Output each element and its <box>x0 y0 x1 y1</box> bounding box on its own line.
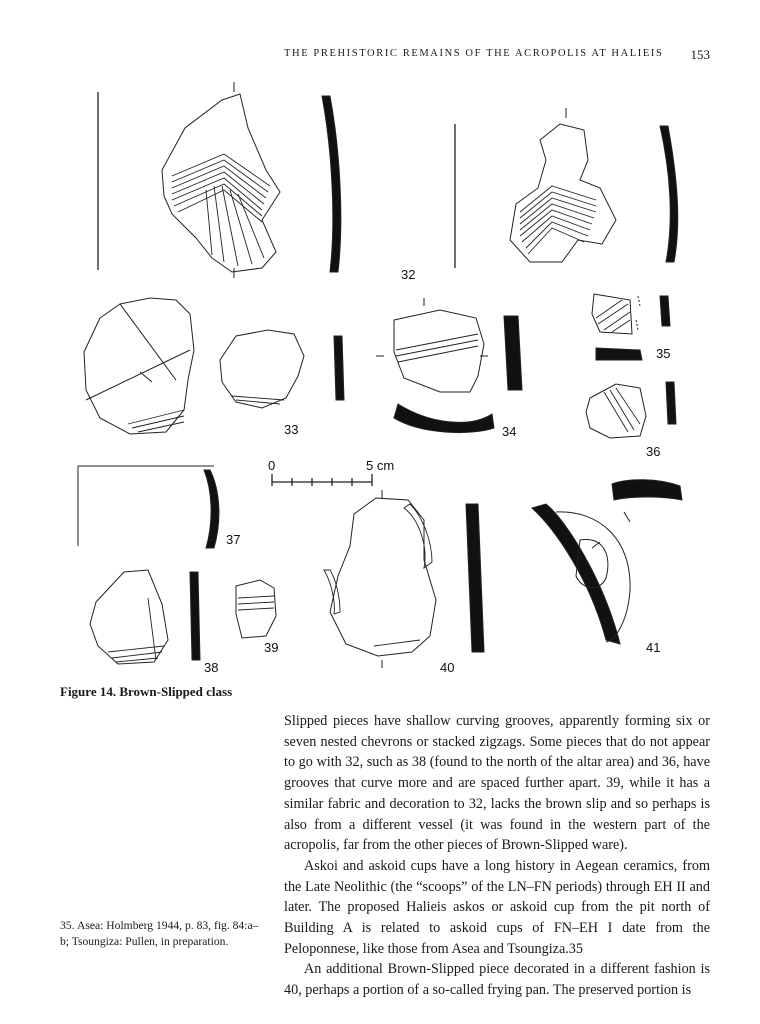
page-number: 153 <box>690 47 710 62</box>
paragraph-1: Slipped pieces have shallow curving grooves, apparently forming six or seven nested chevrons or stacked zigzags. Some pieces that do not appear to go with 32, such as 38 (found to the north of the altar area) and 36, have grooves that curve more and are spaced further apart. 39, while it has a similar fabric and decoration to 32, lacks the brown slip and so perhaps is also from a different vessel (it was found in the western part of the acropolis, far from the other pieces of Brown-Slipped ware). <box>284 713 710 854</box>
footnote <box>60 918 265 950</box>
scale-label-zero: 0 <box>268 458 276 473</box>
sherd-35-exterior <box>592 294 640 334</box>
number-34: 34 <box>502 424 517 439</box>
body-text <box>284 711 710 1001</box>
sherd-32-exterior <box>98 82 280 278</box>
footnote-text: Asea: Holmberg 1944, p. 83, fig. 84:a–b; Tsoungiza: Pullen, in preparation. <box>60 919 259 948</box>
sherd-40-exterior <box>324 490 436 668</box>
running-title: THE PREHISTORIC REMAINS OF THE ACROPOLIS AT HALIEIS <box>284 48 664 59</box>
paragraph-3: An additional Brown-Slipped piece decorated in a different fashion is 40, perhaps a portion of a so-called frying pan. The preserved portion is <box>284 961 710 999</box>
number-32: 32 <box>401 267 416 282</box>
sherd-33-fragment-2 <box>220 330 304 408</box>
sherd-34-profile <box>504 316 522 390</box>
sherd-35-profile <box>660 296 670 326</box>
number-40: 40 <box>440 660 455 675</box>
sherd-32-profile-right <box>660 126 678 262</box>
figure-caption: Figure 14. Brown-Slipped class <box>60 684 233 699</box>
sherd-32-profile <box>322 96 341 272</box>
number-36: 36 <box>646 444 661 459</box>
number-33: 33 <box>284 422 299 437</box>
sherd-41-rim-section <box>612 480 682 500</box>
sherd-34-exterior <box>376 298 488 392</box>
number-35: 35 <box>656 346 671 361</box>
paragraph-2: Askoi and askoid cups have a long history in Aegean ceramics, from the Late Neolithic (the “scoops” of the LN–FN periods) through EH II and later. The proposed Halieis askos or askoid cup from the pit north of Building A is related to askoid cups of FN–EH I date from the Peloponnese, like those from Asea and Tsoungiza.35 <box>284 857 710 957</box>
sherd-39-exterior <box>236 580 276 638</box>
footnote-number: 35. <box>60 919 75 932</box>
sherd-34-rim <box>394 404 494 433</box>
sherd-40-profile <box>466 504 484 652</box>
number-41: 41 <box>646 640 661 655</box>
sherd-36-exterior <box>586 384 646 438</box>
sherd-33-fragments <box>84 298 194 434</box>
sherd-32-joined <box>455 108 616 268</box>
sherd-37-profile <box>204 470 219 548</box>
sherd-38-profile <box>190 572 200 660</box>
sherd-36-profile <box>666 382 676 424</box>
scale-label-five: 5 cm <box>366 458 395 473</box>
sherd-35-section <box>596 348 642 360</box>
sherd-37-rim-line <box>78 466 214 546</box>
number-39: 39 <box>264 640 279 655</box>
scale-bar <box>272 474 372 486</box>
number-38: 38 <box>204 660 219 675</box>
number-37: 37 <box>226 532 241 547</box>
sherd-38-exterior <box>90 570 168 664</box>
sherd-33-profile <box>334 336 344 400</box>
